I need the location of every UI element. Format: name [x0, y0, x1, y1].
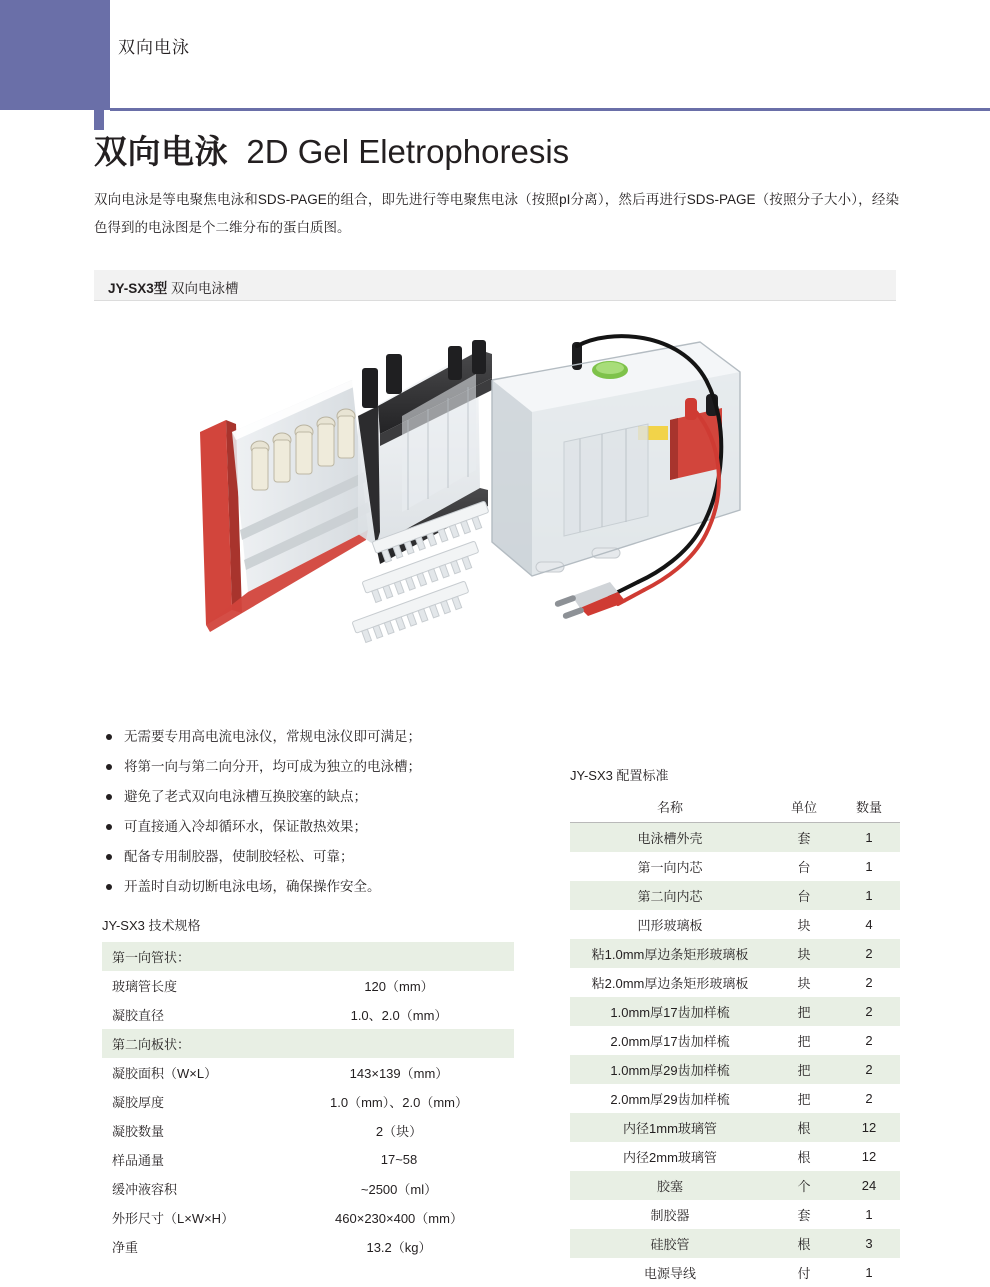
config-name: 1.0mm厚29齿加样梳	[570, 1055, 770, 1084]
config-unit: 付	[797, 1266, 811, 1281]
config-name: 第一向内芯	[637, 860, 703, 875]
config-name: 2.0mm厚17齿加样梳	[610, 1034, 730, 1049]
config-header-qty: 数量	[838, 792, 900, 823]
config-unit: 台	[770, 881, 838, 910]
page-header	[0, 0, 990, 110]
config-header-unit: 单位	[770, 792, 838, 823]
config-qty: 1	[865, 859, 873, 874]
config-qty: 12	[861, 1149, 877, 1164]
table-header-row	[570, 792, 900, 823]
table-row	[570, 881, 900, 910]
config-qty: 1	[865, 1207, 873, 1222]
table-row	[570, 1113, 900, 1142]
config-unit: 块	[797, 976, 811, 991]
config-unit: 套	[797, 1208, 811, 1223]
table-row	[102, 971, 514, 1000]
table-row	[570, 1026, 900, 1055]
config-qty: 12	[838, 1113, 900, 1142]
config-qty: 1	[865, 1265, 873, 1280]
config-name: 粘1.0mm厚边条矩形玻璃板	[570, 939, 770, 968]
config-name: 2.0mm厚29齿加样梳	[610, 1092, 730, 1107]
table-row	[570, 1258, 900, 1287]
spec-key: 缓冲液容积	[112, 1182, 178, 1197]
config-unit: 台	[797, 860, 811, 875]
model-bar	[94, 270, 896, 301]
config-name: 粘2.0mm厚边条矩形玻璃板	[591, 976, 749, 991]
configuration-block	[570, 765, 900, 1287]
spec-key: 凝胶厚度	[112, 1095, 165, 1110]
table-row	[570, 1229, 900, 1258]
config-unit: 个	[770, 1171, 838, 1200]
config-qty: 1	[838, 823, 900, 853]
spec-value: 120（mm）	[364, 979, 434, 994]
table-row	[102, 1116, 514, 1145]
spec-key: 凝胶直径	[112, 1008, 165, 1023]
config-unit: 块	[770, 939, 838, 968]
spec-key: 外形尺寸（L×W×H）	[112, 1211, 235, 1226]
config-qty: 2	[838, 1055, 900, 1084]
spec-value: 2（块）	[375, 1124, 423, 1139]
model-code: JY-SX3型	[108, 281, 168, 296]
config-unit: 把	[770, 997, 838, 1026]
config-table	[570, 792, 900, 1287]
table-row	[570, 910, 900, 939]
config-qty: 24	[838, 1171, 900, 1200]
table-row	[102, 1029, 514, 1058]
table-row	[102, 1174, 514, 1203]
spec-key: 玻璃管长度	[112, 979, 178, 994]
table-row	[570, 1171, 900, 1200]
spec-value: 1.0、2.0（mm）	[350, 1008, 448, 1023]
table-row	[570, 852, 900, 881]
spec-key: 净重	[112, 1240, 139, 1255]
spec-key: 凝胶面积（W×L）	[112, 1066, 218, 1081]
table-row	[102, 1203, 514, 1232]
title-english: 2D Gel Eletrophoresis	[246, 133, 570, 170]
first-dimension-unit	[200, 380, 370, 632]
config-name: 1.0mm厚17齿加样梳	[570, 997, 770, 1026]
table-row	[570, 1084, 900, 1113]
config-qty: 2	[865, 975, 873, 990]
config-qty: 3	[838, 1229, 900, 1258]
table-row	[570, 1055, 900, 1084]
config-unit: 块	[797, 918, 811, 933]
header-color-block	[0, 0, 110, 110]
table-row	[570, 1142, 900, 1171]
table-row	[102, 1058, 514, 1087]
config-name: 第二向内芯	[570, 881, 770, 910]
config-name: 胶塞	[570, 1171, 770, 1200]
table-row	[102, 942, 514, 971]
list-item: 将第一向与第二向分开，均可成为独立的电泳槽；	[102, 752, 532, 782]
config-unit: 根	[770, 1229, 838, 1258]
feature-list	[102, 722, 532, 902]
config-unit: 把	[770, 1055, 838, 1084]
config-name: 硅胶管	[570, 1229, 770, 1258]
list-item: 无需要专用高电流电泳仪，常规电泳仪即可满足；	[102, 722, 532, 752]
spec-section-label: 第一向管状：	[102, 942, 514, 971]
table-row	[570, 939, 900, 968]
config-qty: 1	[838, 881, 900, 910]
spec-value: 1.0（mm）、2.0（mm）	[330, 1095, 468, 1110]
list-item: 可直接通入冷却循环水，保证散热效果；	[102, 812, 532, 842]
page-title	[94, 126, 914, 173]
config-qty: 2	[838, 997, 900, 1026]
table-row	[570, 968, 900, 997]
header-title: 双向电泳	[118, 38, 190, 57]
spec-value: 143×139（mm）	[349, 1066, 449, 1081]
config-header-name: 名称	[570, 792, 770, 823]
spec-value: 460×230×400（mm）	[335, 1211, 463, 1226]
config-table-caption: JY-SX3 配置标准	[570, 768, 669, 783]
list-item: 开盖时自动切断电泳电场，确保操作安全。	[102, 872, 532, 902]
config-unit: 根	[770, 1113, 838, 1142]
config-unit: 把	[797, 1092, 811, 1107]
table-row	[570, 997, 900, 1026]
banana-plugs	[554, 582, 626, 620]
config-qty: 2	[865, 1091, 873, 1106]
list-item: 避免了老式双向电泳槽互换胶塞的缺点；	[102, 782, 532, 812]
config-unit: 把	[797, 1034, 811, 1049]
table-row	[570, 823, 900, 853]
header-rule	[110, 108, 990, 111]
config-qty: 2	[838, 939, 900, 968]
config-name: 凹形玻璃板	[637, 918, 703, 933]
config-name: 内径1mm玻璃管	[570, 1113, 770, 1142]
spec-key: 凝胶数量	[112, 1124, 165, 1139]
config-unit: 根	[797, 1150, 811, 1165]
spec-value: ~2500（ml）	[360, 1182, 438, 1197]
technical-specs-block	[102, 915, 514, 1261]
title-chinese: 双向电泳	[94, 133, 228, 170]
table-row	[102, 1087, 514, 1116]
config-name: 电泳槽外壳	[570, 823, 770, 853]
spec-value: 13.2（kg）	[366, 1240, 432, 1255]
spec-table	[102, 942, 514, 1261]
spec-table-caption: JY-SX3 技术规格	[102, 918, 201, 933]
table-row	[102, 1145, 514, 1174]
config-name: 内径2mm玻璃管	[623, 1150, 717, 1165]
list-item: 配备专用制胶器，使制胶轻松、可靠；	[102, 842, 532, 872]
config-qty: 2	[865, 1033, 873, 1048]
table-row	[570, 1200, 900, 1229]
spec-key: 样品通量	[112, 1153, 165, 1168]
product-photo	[140, 320, 860, 700]
spec-section-label: 第二向板状：	[102, 1029, 514, 1058]
config-qty: 4	[865, 917, 873, 932]
intro-paragraph: 双向电泳是等电聚焦电泳和SDS-PAGE的组合，即先进行等电聚焦电泳（按照pI分离），然后再进行SDS-PAGE（按照分子大小），经染色得到的电泳图是个二维分布的蛋白质图。	[94, 192, 899, 235]
model-name: 双向电泳槽	[167, 281, 239, 296]
config-name: 电源导线	[643, 1266, 696, 1281]
spec-value: 17~58	[380, 1152, 418, 1167]
config-unit: 套	[770, 823, 838, 853]
table-row	[102, 1000, 514, 1029]
table-row	[102, 1232, 514, 1261]
config-name: 制胶器	[650, 1208, 690, 1223]
